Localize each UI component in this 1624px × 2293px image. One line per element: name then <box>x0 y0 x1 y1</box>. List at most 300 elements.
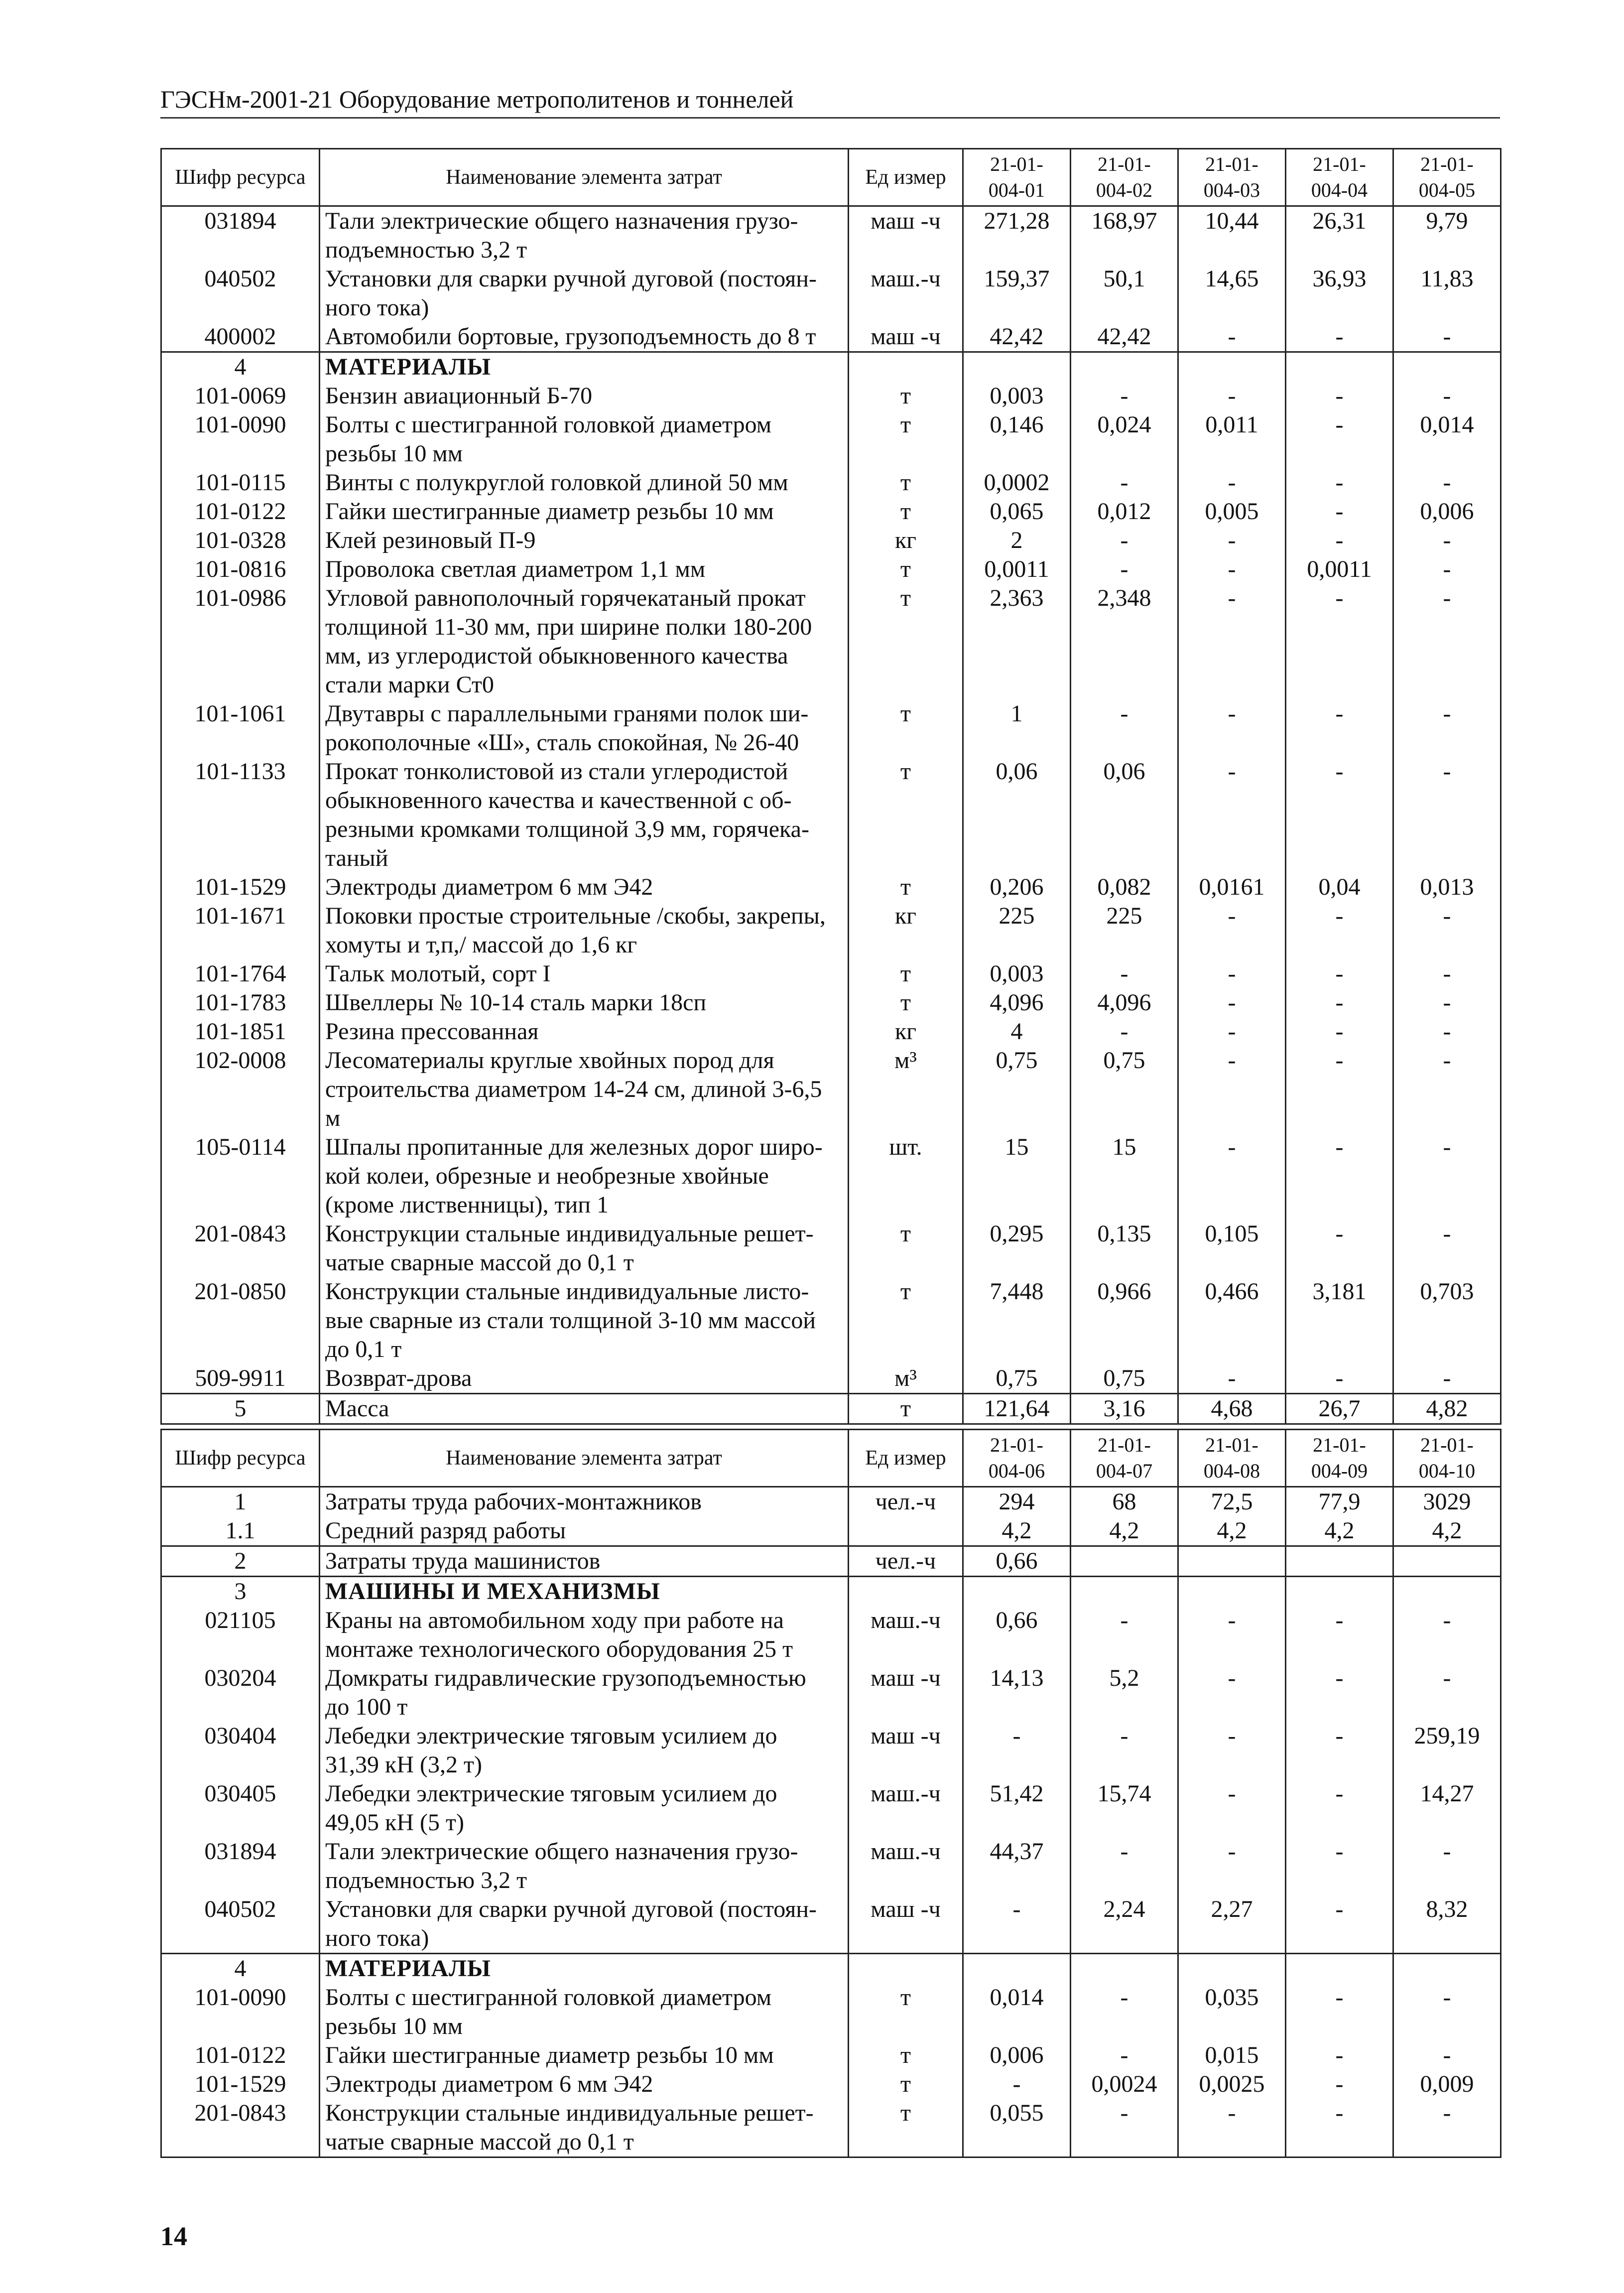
header-norm-code: 21-01- 004-10 <box>1393 1430 1501 1487</box>
table-row <box>161 468 1501 497</box>
norm-value <box>1393 352 1501 382</box>
unit-of-measure: т <box>849 584 963 699</box>
norm-value: 0,0161 <box>1178 873 1286 902</box>
table-row <box>161 902 1501 959</box>
table-row <box>161 1133 1501 1219</box>
norm-value: 0,0024 <box>1071 2070 1178 2099</box>
table-row <box>161 526 1501 555</box>
norm-value: - <box>1393 1606 1501 1664</box>
unit-of-measure: кг <box>849 902 963 959</box>
norm-value: 4,2 <box>963 1516 1071 1546</box>
norm-value: - <box>1286 410 1393 468</box>
norm-value: - <box>1178 1364 1286 1394</box>
norm-value <box>1071 352 1178 382</box>
cost-element-name: Тали электрические общего назначения грузо- подъемностью 3,2 т <box>320 1837 849 1895</box>
resource-code: 101-0090 <box>161 1983 320 2041</box>
norm-value: 259,19 <box>1393 1722 1501 1779</box>
unit-of-measure: т <box>849 988 963 1017</box>
norm-value: 9,79 <box>1393 206 1501 265</box>
unit-of-measure: шт. <box>849 1133 963 1219</box>
table-row <box>161 757 1501 873</box>
table-row <box>161 265 1501 322</box>
norm-value: - <box>1393 526 1501 555</box>
unit-of-measure: чел.-ч <box>849 1487 963 1517</box>
cost-element-name: Краны на автомобильном ходу при работе на монтаже технологического оборудования 25 т <box>320 1606 849 1664</box>
resource-code: 101-0122 <box>161 497 320 526</box>
unit-of-measure: кг <box>849 526 963 555</box>
unit-of-measure: маш -ч <box>849 206 963 265</box>
unit-of-measure: т <box>849 873 963 902</box>
resource-code: 2 <box>161 1546 320 1577</box>
unit-of-measure: т <box>849 959 963 988</box>
norm-value: 2,348 <box>1071 584 1178 699</box>
norm-value: 3,181 <box>1286 1277 1393 1364</box>
cost-element-name: Лебедки электрические тяговым усилием до 31,39 кН (3,2 т) <box>320 1722 849 1779</box>
norm-value: 51,42 <box>963 1779 1071 1837</box>
header-norm-code: 21-01- 004-06 <box>963 1430 1071 1487</box>
table-row <box>161 959 1501 988</box>
norm-value <box>1071 1954 1178 1984</box>
unit-of-measure: т <box>849 410 963 468</box>
norm-value: - <box>1286 468 1393 497</box>
norm-value: 14,65 <box>1178 265 1286 322</box>
norm-value <box>1393 1954 1501 1984</box>
cost-element-name: Болты с шестигранной головкой диаметром резьбы 10 мм <box>320 1983 849 2041</box>
unit-of-measure: т <box>849 1394 963 1424</box>
norm-value: - <box>1178 2099 1286 2158</box>
norm-value: 7,448 <box>963 1277 1071 1364</box>
norm-value: 1 <box>963 699 1071 757</box>
norm-value: 0,055 <box>963 2099 1071 2158</box>
norm-value: 0,035 <box>1178 1983 1286 2041</box>
cost-element-name: Двутавры с параллельными гранями полок ши- рокополочные «Ш», сталь спокойная, № 26-40 <box>320 699 849 757</box>
resource-code: 509-9911 <box>161 1364 320 1394</box>
norm-value: - <box>1071 382 1178 410</box>
unit-of-measure: т <box>849 2099 963 2158</box>
norm-value: 0,014 <box>1393 410 1501 468</box>
table-row <box>161 1722 1501 1779</box>
norm-value <box>963 1577 1071 1607</box>
norm-value: 42,42 <box>1071 322 1178 352</box>
resource-code: 030204 <box>161 1664 320 1722</box>
resource-code: 101-1133 <box>161 757 320 873</box>
norm-value: - <box>1071 526 1178 555</box>
norm-value: 15,74 <box>1071 1779 1178 1837</box>
norm-value: - <box>1071 1983 1178 2041</box>
norm-value <box>1286 1954 1393 1984</box>
unit-of-measure: т <box>849 382 963 410</box>
norm-value: - <box>1393 1983 1501 2041</box>
cost-element-name: МАТЕРИАЛЫ <box>320 1954 849 1984</box>
norm-value: - <box>1178 757 1286 873</box>
norm-value: - <box>1071 555 1178 584</box>
cost-element-name: Затраты труда рабочих-монтажников <box>320 1487 849 1517</box>
norm-value: - <box>1393 1017 1501 1046</box>
unit-of-measure: маш.-ч <box>849 1837 963 1895</box>
norm-value: 4,096 <box>1071 988 1178 1017</box>
norm-value: - <box>1286 1722 1393 1779</box>
norm-value: 4 <box>963 1017 1071 1046</box>
page-header: ГЭСНм-2001-21 Оборудование метрополитенов и тоннелей <box>160 81 1500 119</box>
norm-value: - <box>1393 1664 1501 1722</box>
norm-value: 0,011 <box>1178 410 1286 468</box>
norm-value: 0,75 <box>1071 1046 1178 1133</box>
table-row <box>161 1219 1501 1277</box>
cost-element-name: Швеллеры № 10-14 сталь марки 18сп <box>320 988 849 1017</box>
resource-code: 400002 <box>161 322 320 352</box>
norm-value: 0,009 <box>1393 2070 1501 2099</box>
norm-value: - <box>1286 1606 1393 1664</box>
norm-value <box>1286 352 1393 382</box>
norm-value: - <box>1393 988 1501 1017</box>
resource-table-1 <box>160 148 1501 1425</box>
norm-value: 0,06 <box>1071 757 1178 873</box>
norm-value: 0,66 <box>963 1546 1071 1577</box>
unit-of-measure: маш.-ч <box>849 265 963 322</box>
table-row <box>161 699 1501 757</box>
section-row <box>161 1954 1501 1984</box>
norm-value: - <box>1178 584 1286 699</box>
norm-value: 0,015 <box>1178 2041 1286 2070</box>
norm-value: - <box>1071 699 1178 757</box>
norm-value: 0,466 <box>1178 1277 1286 1364</box>
resource-code: 101-1764 <box>161 959 320 988</box>
norm-value: 72,5 <box>1178 1487 1286 1517</box>
resource-code: 102-0008 <box>161 1046 320 1133</box>
norm-value <box>1286 1546 1393 1577</box>
norm-value: 50,1 <box>1071 265 1178 322</box>
table-row <box>161 1895 1501 1954</box>
cost-element-name: МАШИНЫ И МЕХАНИЗМЫ <box>320 1577 849 1607</box>
norm-value: - <box>1178 322 1286 352</box>
cost-element-name: Затраты труда машинистов <box>320 1546 849 1577</box>
table-row <box>161 1983 1501 2041</box>
norm-value: 0,003 <box>963 382 1071 410</box>
norm-value: 0,703 <box>1393 1277 1501 1364</box>
norm-value: - <box>1178 1017 1286 1046</box>
table-row <box>161 1017 1501 1046</box>
header-cost-element-name: Наименование элемента затрат <box>320 1430 849 1487</box>
norm-value: 0,75 <box>1071 1364 1178 1394</box>
cost-element-name: МАТЕРИАЛЫ <box>320 352 849 382</box>
cost-element-name: Установки для сварки ручной дуговой (постоян- ного тока) <box>320 1895 849 1954</box>
resource-code: 031894 <box>161 1837 320 1895</box>
norm-value: - <box>1286 2041 1393 2070</box>
table-row <box>161 584 1501 699</box>
unit-of-measure: т <box>849 497 963 526</box>
resource-code: 101-1671 <box>161 902 320 959</box>
norm-value: 121,64 <box>963 1394 1071 1424</box>
norm-value: - <box>1286 382 1393 410</box>
cost-element-name: Конструкции стальные индивидуальные листо- вые сварные из стали толщиной 3-10 мм массой до 0,1 т <box>320 1277 849 1364</box>
cost-element-name: Прокат тонколистовой из стали углеродистой обыкновенного качества и качественной с об- резными кромками толщиной 3,9 мм, горячека- таный <box>320 757 849 873</box>
norm-value: 4,2 <box>1178 1516 1286 1546</box>
header-norm-code: 21-01- 004-02 <box>1071 149 1178 206</box>
norm-value: 2,24 <box>1071 1895 1178 1954</box>
norm-value: - <box>1286 959 1393 988</box>
resource-code: 101-0069 <box>161 382 320 410</box>
header-norm-code: 21-01- 004-01 <box>963 149 1071 206</box>
norm-value: - <box>1286 2099 1393 2158</box>
norm-value: 225 <box>963 902 1071 959</box>
norm-value: - <box>1178 988 1286 1017</box>
resource-code: 101-0986 <box>161 584 320 699</box>
norm-value: 0,012 <box>1071 497 1178 526</box>
table-row <box>161 2041 1501 2070</box>
norm-value: 0,75 <box>963 1046 1071 1133</box>
norm-value: - <box>1178 1664 1286 1722</box>
norm-value: - <box>1393 757 1501 873</box>
norm-value: - <box>1286 1837 1393 1895</box>
norm-value: - <box>1286 1364 1393 1394</box>
norm-value: 0,014 <box>963 1983 1071 2041</box>
table-row <box>161 1546 1501 1577</box>
norm-value <box>1178 1577 1286 1607</box>
norm-value: 0,013 <box>1393 873 1501 902</box>
cost-element-name: Тальк молотый, сорт I <box>320 959 849 988</box>
norm-value: 14,27 <box>1393 1779 1501 1837</box>
resource-code: 030404 <box>161 1722 320 1779</box>
norm-value: - <box>1286 497 1393 526</box>
unit-of-measure <box>849 1516 963 1546</box>
norm-value: - <box>1393 959 1501 988</box>
cost-element-name: Средний разряд работы <box>320 1516 849 1546</box>
norm-value: - <box>1178 1779 1286 1837</box>
norm-value: - <box>1071 1017 1178 1046</box>
norm-value: - <box>1286 1664 1393 1722</box>
norm-value: - <box>1393 699 1501 757</box>
cost-element-name: Поковки простые строительные /скобы, закрепы, хомуты и т,п,/ массой до 1,6 кг <box>320 902 849 959</box>
norm-value <box>1393 1577 1501 1607</box>
norm-value: 0,135 <box>1071 1219 1178 1277</box>
norm-value: 0,105 <box>1178 1219 1286 1277</box>
table-row <box>161 1487 1501 1517</box>
norm-value: 4,096 <box>963 988 1071 1017</box>
norm-value: 0,006 <box>1393 497 1501 526</box>
resource-code: 101-1783 <box>161 988 320 1017</box>
unit-of-measure: т <box>849 1277 963 1364</box>
norm-value: 15 <box>963 1133 1071 1219</box>
table-row <box>161 2099 1501 2158</box>
norm-value: - <box>1178 382 1286 410</box>
unit-of-measure: т <box>849 699 963 757</box>
header-norm-code: 21-01- 004-03 <box>1178 149 1286 206</box>
cost-element-name: Автомобили бортовые, грузоподъемность до 8 т <box>320 322 849 352</box>
cost-element-name: Лесоматериалы круглые хвойных пород для строительства диаметром 14-24 см, длиной 3-6,5 м <box>320 1046 849 1133</box>
cost-element-name: Гайки шестигранные диаметр резьбы 10 мм <box>320 2041 849 2070</box>
unit-of-measure: т <box>849 555 963 584</box>
resource-code: 105-0114 <box>161 1133 320 1219</box>
norm-value: - <box>1286 988 1393 1017</box>
norm-value: 0,146 <box>963 410 1071 468</box>
norm-value: 26,31 <box>1286 206 1393 265</box>
resource-code: 101-0090 <box>161 410 320 468</box>
table-row <box>161 410 1501 468</box>
cost-element-name: Возврат-дрова <box>320 1364 849 1394</box>
norm-value: - <box>1393 1046 1501 1133</box>
table-row <box>161 1664 1501 1722</box>
norm-value: - <box>963 1895 1071 1954</box>
resource-code: 201-0843 <box>161 2099 320 2158</box>
page-number: 14 <box>160 2221 187 2251</box>
cost-element-name: Клей резиновый П-9 <box>320 526 849 555</box>
norm-value: 0,082 <box>1071 873 1178 902</box>
norm-value: - <box>1286 1133 1393 1219</box>
cost-element-name: Конструкции стальные индивидуальные решет- чатые сварные массой до 0,1 т <box>320 1219 849 1277</box>
norm-value: - <box>1286 1046 1393 1133</box>
norm-value: - <box>1393 382 1501 410</box>
norm-value: - <box>1286 322 1393 352</box>
norm-value: - <box>1286 1779 1393 1837</box>
norm-value: - <box>1178 468 1286 497</box>
table-header-row <box>161 1430 1501 1487</box>
table-row <box>161 1837 1501 1895</box>
norm-value: - <box>1178 1837 1286 1895</box>
norm-value: - <box>1393 1837 1501 1895</box>
norm-value: 5,2 <box>1071 1664 1178 1722</box>
table-header-row <box>161 149 1501 206</box>
unit-of-measure: м³ <box>849 1046 963 1133</box>
norm-value: 2,27 <box>1178 1895 1286 1954</box>
cost-element-name: Шпалы пропитанные для железных дорог широ- кой колеи, обрезные и необрезные хвойные (кроме лиственницы), тип 1 <box>320 1133 849 1219</box>
norm-value: 68 <box>1071 1487 1178 1517</box>
norm-value: - <box>1178 555 1286 584</box>
norm-value: 0,0011 <box>963 555 1071 584</box>
table-row <box>161 1516 1501 1546</box>
cost-element-name: Домкраты гидравлические грузоподъемностью до 100 т <box>320 1664 849 1722</box>
table-row <box>161 1606 1501 1664</box>
norm-value: 0,06 <box>963 757 1071 873</box>
norm-value: 14,13 <box>963 1664 1071 1722</box>
cost-element-name: Проволока светлая диаметром 1,1 мм <box>320 555 849 584</box>
norm-value: 4,2 <box>1071 1516 1178 1546</box>
unit-of-measure: т <box>849 757 963 873</box>
resource-code: 201-0843 <box>161 1219 320 1277</box>
table-row <box>161 873 1501 902</box>
unit-of-measure <box>849 352 963 382</box>
resource-code: 201-0850 <box>161 1277 320 1364</box>
cost-element-name: Установки для сварки ручной дуговой (постоян- ного тока) <box>320 265 849 322</box>
norm-value: 294 <box>963 1487 1071 1517</box>
norm-value: 0,003 <box>963 959 1071 988</box>
norm-value: - <box>1393 584 1501 699</box>
norm-value: 4,2 <box>1393 1516 1501 1546</box>
unit-of-measure: т <box>849 1219 963 1277</box>
unit-of-measure: маш.-ч <box>849 1779 963 1837</box>
norm-value: 168,97 <box>1071 206 1178 265</box>
resource-code: 3 <box>161 1577 320 1607</box>
cost-element-name: Лебедки электрические тяговым усилием до 49,05 кН (5 т) <box>320 1779 849 1837</box>
header-norm-code: 21-01- 004-09 <box>1286 1430 1393 1487</box>
norm-value: 42,42 <box>963 322 1071 352</box>
norm-value: - <box>1286 902 1393 959</box>
resource-code: 101-1851 <box>161 1017 320 1046</box>
norm-value: 0,0025 <box>1178 2070 1286 2099</box>
norm-value: 0,065 <box>963 497 1071 526</box>
norm-value: - <box>1071 1606 1178 1664</box>
norm-value: 3029 <box>1393 1487 1501 1517</box>
norm-value: - <box>1178 1606 1286 1664</box>
norm-value: 44,37 <box>963 1837 1071 1895</box>
resource-code: 021105 <box>161 1606 320 1664</box>
unit-of-measure: т <box>849 2041 963 2070</box>
norm-value: 0,206 <box>963 873 1071 902</box>
table-row <box>161 497 1501 526</box>
norm-value: 8,32 <box>1393 1895 1501 1954</box>
unit-of-measure: маш -ч <box>849 1895 963 1954</box>
norm-value: - <box>1286 757 1393 873</box>
unit-of-measure: маш -ч <box>849 1722 963 1779</box>
norm-value: - <box>1286 1983 1393 2041</box>
norm-value: 77,9 <box>1286 1487 1393 1517</box>
norm-value: - <box>1178 959 1286 988</box>
table-row <box>161 382 1501 410</box>
norm-value: 4,2 <box>1286 1516 1393 1546</box>
norm-value <box>1071 1546 1178 1577</box>
norm-value: - <box>1071 1837 1178 1895</box>
norm-value <box>1178 1546 1286 1577</box>
table-row <box>161 206 1501 265</box>
cost-element-name: Тали электрические общего назначения грузо- подъемностью 3,2 т <box>320 206 849 265</box>
unit-of-measure: т <box>849 468 963 497</box>
table-row <box>161 322 1501 352</box>
norm-value: 0,75 <box>963 1364 1071 1394</box>
cost-element-name: Бензин авиационный Б-70 <box>320 382 849 410</box>
unit-of-measure: маш -ч <box>849 322 963 352</box>
cost-element-name: Гайки шестигранные диаметр резьбы 10 мм <box>320 497 849 526</box>
norm-value: - <box>1393 1364 1501 1394</box>
resource-code: 031894 <box>161 206 320 265</box>
norm-value: - <box>963 2070 1071 2099</box>
norm-value: 271,28 <box>963 206 1071 265</box>
header-resource-code: Шифр ресурса <box>161 1430 320 1487</box>
norm-value: 26,7 <box>1286 1394 1393 1424</box>
norm-value: - <box>1178 699 1286 757</box>
resource-code: 101-0122 <box>161 2041 320 2070</box>
resource-code: 101-1529 <box>161 2070 320 2099</box>
norm-value: 159,37 <box>963 265 1071 322</box>
resource-code: 101-0115 <box>161 468 320 497</box>
norm-value: - <box>1178 902 1286 959</box>
norm-value: - <box>1393 322 1501 352</box>
norm-value: - <box>1286 1017 1393 1046</box>
cost-element-name: Электроды диаметром 6 мм Э42 <box>320 873 849 902</box>
norm-value <box>1393 1546 1501 1577</box>
norm-value: - <box>1393 902 1501 959</box>
resource-code: 5 <box>161 1394 320 1424</box>
header-unit: Ед измер <box>849 149 963 206</box>
norm-value: - <box>1071 1722 1178 1779</box>
norm-value: 0,66 <box>963 1606 1071 1664</box>
resource-code: 1.1 <box>161 1516 320 1546</box>
norm-value <box>963 352 1071 382</box>
norm-value: - <box>1286 584 1393 699</box>
norm-value: - <box>1393 468 1501 497</box>
norm-value: 0,0002 <box>963 468 1071 497</box>
section-row <box>161 1577 1501 1607</box>
norm-value: - <box>1393 2041 1501 2070</box>
table-row <box>161 1779 1501 1837</box>
resource-code: 4 <box>161 352 320 382</box>
norm-value: 36,93 <box>1286 265 1393 322</box>
header-norm-code: 21-01- 004-05 <box>1393 149 1501 206</box>
resource-code: 040502 <box>161 1895 320 1954</box>
table-row <box>161 988 1501 1017</box>
resource-code: 101-1061 <box>161 699 320 757</box>
header-norm-code: 21-01- 004-04 <box>1286 149 1393 206</box>
norm-value: - <box>1286 1895 1393 1954</box>
norm-value: - <box>1393 1219 1501 1277</box>
